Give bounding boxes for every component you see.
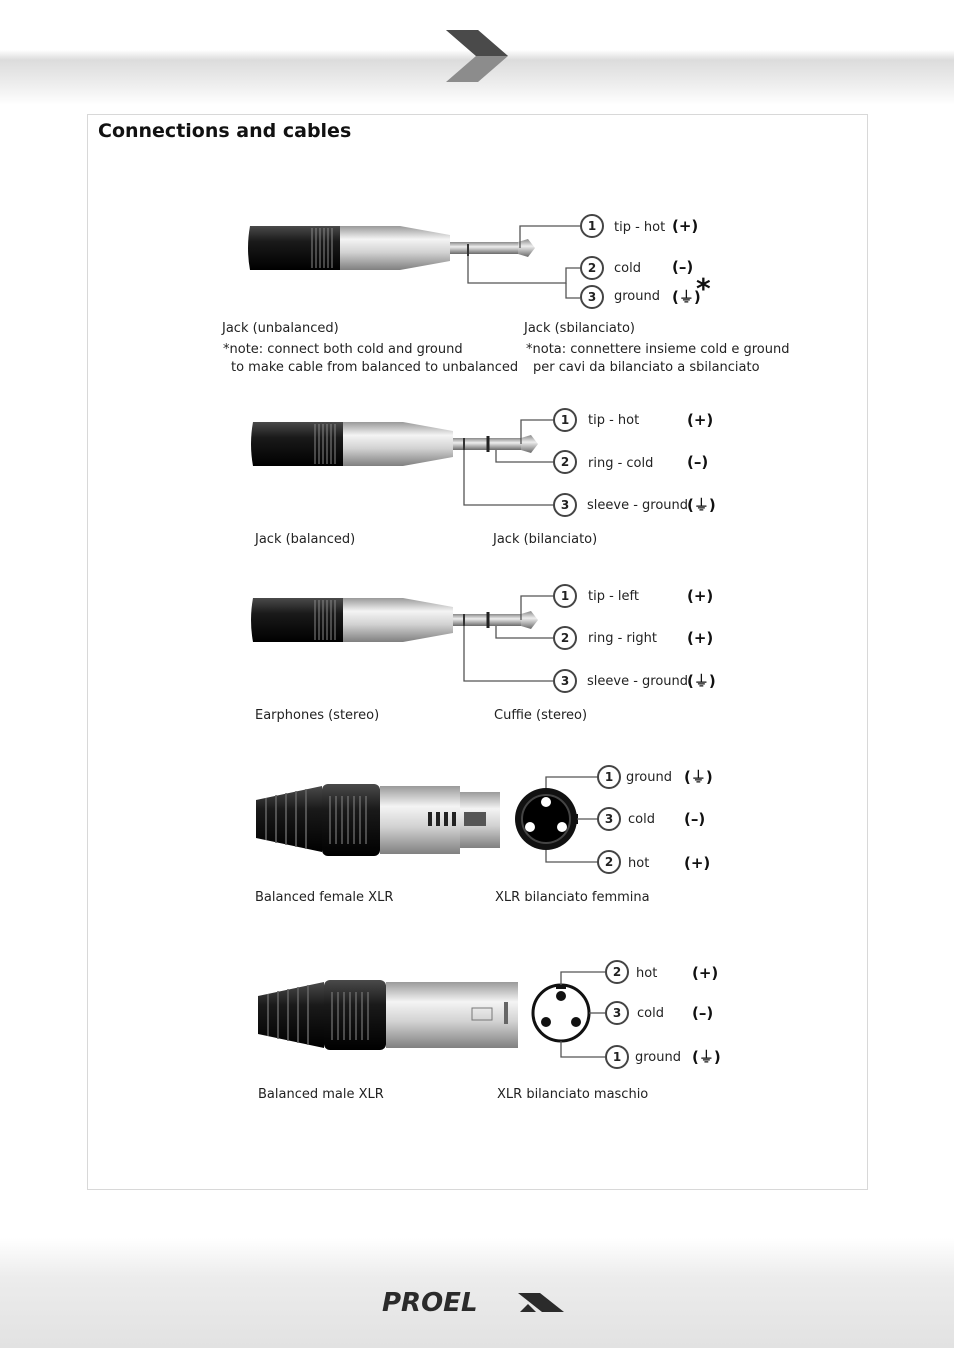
pin-label: ground — [626, 770, 672, 785]
caption-it: XLR bilanciato femmina — [495, 890, 650, 905]
polarity-symbol: (⏚) — [684, 768, 713, 786]
polarity-symbol: (+) — [692, 964, 719, 982]
pin-label: ground — [635, 1050, 681, 1065]
jack-unbalanced-section — [221, 215, 789, 375]
pin-number: 2 — [560, 631, 570, 645]
pin-number: 1 — [604, 770, 614, 784]
jack-plug-stereo — [251, 598, 538, 642]
pin-number: 3 — [560, 674, 570, 688]
pin-label: hot — [636, 966, 658, 981]
pin-label: cold — [614, 261, 641, 276]
caption-en: Balanced male XLR — [258, 1087, 384, 1102]
note-en-line2: to make cable from balanced to unbalanced — [231, 360, 519, 375]
pin-number: 1 — [587, 219, 597, 233]
pin-label: cold — [628, 812, 655, 827]
pin-label: tip - hot — [614, 220, 666, 235]
pin-label: ground — [614, 289, 660, 304]
pin-number: 2 — [587, 261, 597, 275]
polarity-symbol: (–) — [672, 258, 694, 276]
pin-number: 3 — [604, 812, 614, 826]
caption-it: Jack (bilanciato) — [493, 532, 598, 547]
earphones-section — [251, 585, 716, 723]
xlr-female-section — [255, 766, 713, 905]
xlr-male-section — [258, 961, 721, 1102]
pin-label: hot — [628, 856, 650, 871]
polarity-symbol: (⏚) — [672, 288, 701, 306]
pin-label: ring - cold — [588, 456, 654, 471]
caption-en: Jack (unbalanced) — [222, 321, 339, 336]
polarity-symbol: (+) — [672, 217, 699, 235]
pin-number: 3 — [560, 498, 570, 512]
pin-number: 2 — [604, 855, 614, 869]
polarity-symbol: (⏚) — [687, 496, 716, 514]
note-it-line1: *nota: connettere insieme cold e ground — [526, 342, 790, 357]
jack-plug-balanced — [251, 422, 538, 466]
polarity-symbol: (+) — [687, 411, 714, 429]
header-chevron-icon — [446, 30, 508, 82]
note-en-line1: *note: connect both cold and ground — [223, 342, 463, 357]
jack-plug-unbalanced — [248, 226, 535, 270]
xlr-female-plug — [256, 784, 500, 856]
polarity-symbol: (⏚) — [687, 672, 716, 690]
polarity-symbol: (⏚) — [692, 1048, 721, 1066]
pin-label: sleeve - ground — [587, 674, 689, 689]
pin-label: ring - right — [588, 631, 657, 646]
xlr-female-face — [515, 788, 578, 850]
brand-logo — [382, 1288, 564, 1318]
pin-number: 1 — [560, 413, 570, 427]
pin-label: cold — [637, 1006, 664, 1021]
asterisk-mark: * — [696, 272, 711, 305]
pin-number: 1 — [560, 589, 570, 603]
polarity-symbol: (+) — [687, 629, 714, 647]
caption-it: XLR bilanciato maschio — [497, 1087, 649, 1102]
polarity-symbol: (–) — [687, 453, 709, 471]
caption-it: Cuffie (stereo) — [494, 708, 588, 723]
pin-number: 1 — [612, 1050, 622, 1064]
polarity-symbol: (+) — [684, 854, 711, 872]
brand-logo-text: PROEL — [382, 1288, 478, 1318]
pin-number: 3 — [587, 290, 597, 304]
pin-label: tip - left — [588, 589, 639, 604]
pin-label: tip - hot — [588, 413, 640, 428]
page-title: Connections and cables — [98, 120, 352, 142]
note-it-line2: per cavi da bilanciato a sbilanciato — [533, 360, 760, 375]
pin-label: sleeve - ground — [587, 498, 689, 513]
caption-en: Jack (balanced) — [255, 532, 356, 547]
caption-it: Jack (sbilanciato) — [524, 321, 635, 336]
polarity-symbol: (+) — [687, 587, 714, 605]
pin-number: 2 — [560, 455, 570, 469]
caption-en: Earphones (stereo) — [255, 708, 380, 723]
polarity-symbol: (–) — [684, 810, 706, 828]
jack-balanced-section — [251, 409, 716, 547]
polarity-symbol: (–) — [692, 1004, 714, 1022]
xlr-male-face — [533, 984, 589, 1041]
pin-number: 2 — [612, 965, 622, 979]
caption-en: Balanced female XLR — [255, 890, 394, 905]
xlr-male-plug — [258, 980, 518, 1050]
pin-number: 3 — [612, 1006, 622, 1020]
